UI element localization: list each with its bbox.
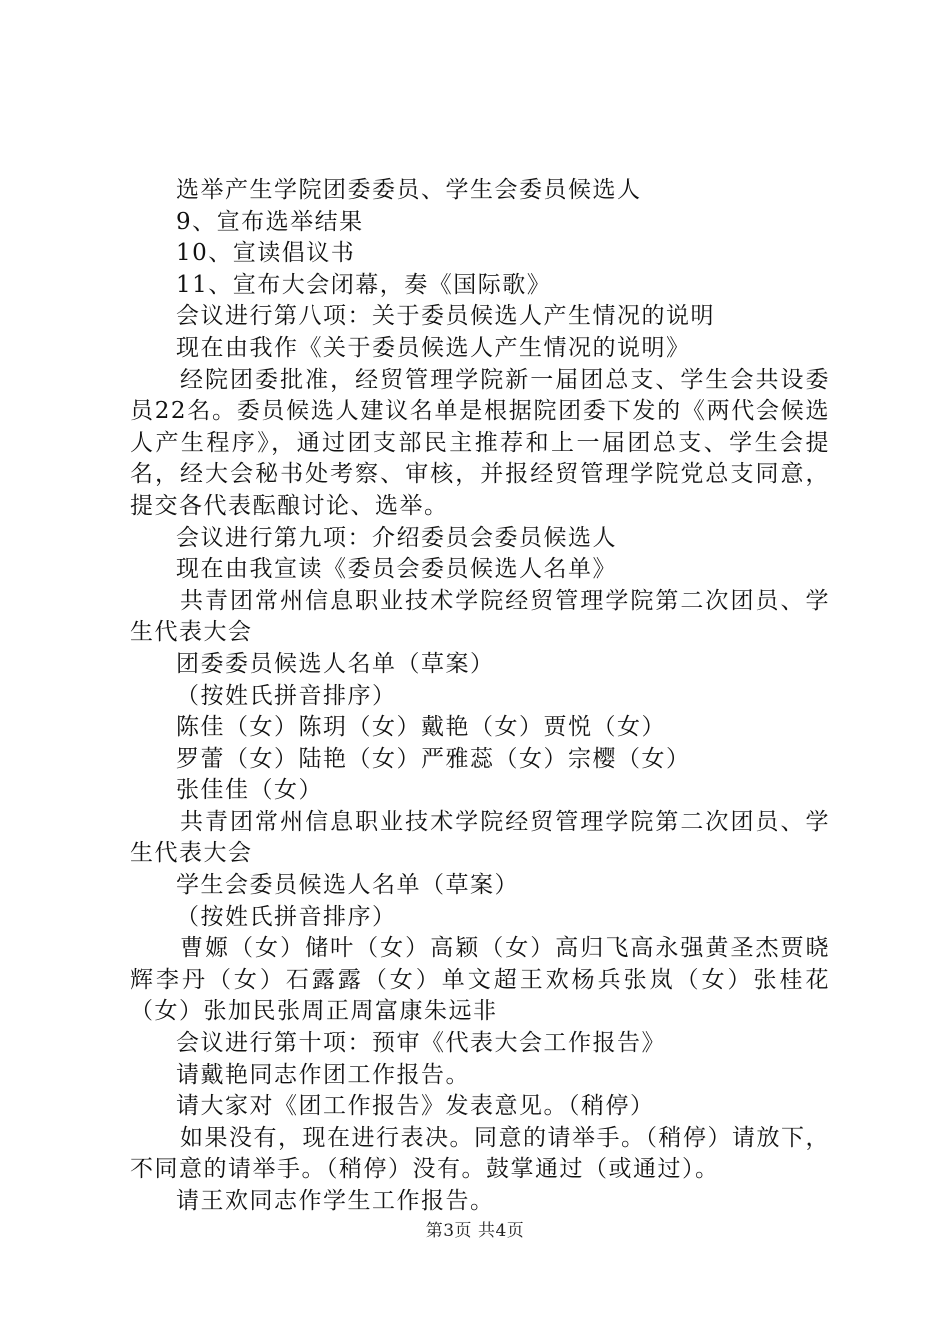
paragraph: 9、宣布选举结果 — [176, 208, 364, 235]
paragraph: 共青团常州信息职业技术学院经贸管理学院第二次团员、学生代表大会 — [130, 587, 830, 646]
paragraph: 张佳佳（女） — [176, 777, 323, 804]
paragraph: 共青团常州信息职业技术学院经贸管理学院第二次团员、学生代表大会 — [130, 808, 830, 867]
paragraph: 团委委员候选人名单（草案） — [176, 650, 495, 677]
paragraph: 经院团委批准，经贸管理学院新一届团总支、学生会共设委员22名。委员候选人建议名单是根据院团委下发的《两代会候选人产生程序》，通过团支部民主推荐和上一届团总支、学生会提名，经大会秘书处考察、审核，并报经贸管理学院党总支同意，提交各代表酝酿讨论、选举。 — [130, 366, 830, 519]
paragraph: 11、宣布大会闭幕，奏《国际歌》 — [176, 271, 552, 298]
paragraph: 会议进行第十项：预审《代表大会工作报告》 — [176, 1030, 666, 1057]
paragraph: （按姓氏拼音排序） — [176, 903, 397, 930]
paragraph: 请大家对《团工作报告》发表意见。（稍停） — [176, 1093, 655, 1120]
paragraph: 如果没有，现在进行表决。同意的请举手。（稍停）请放下，不同意的请举手。（稍停）没有。鼓掌通过（或通过）。 — [130, 1124, 830, 1183]
document-body — [130, 175, 830, 1218]
paragraph: 曹嫄（女）储叶（女）高颖（女）高归飞高永强黄圣杰贾晓辉李丹（女）石露露（女）单文超王欢杨兵张岚（女）张桂花（女）张加民张周正周富康朱远非 — [130, 935, 830, 1025]
paragraph: 陈佳（女）陈玥（女）戴艳（女）贾悦（女） — [176, 714, 666, 741]
paragraph: 罗蕾（女）陆艳（女）严雅蕊（女）宗樱（女） — [176, 745, 691, 772]
paragraph: 请王欢同志作学生工作报告。 — [176, 1188, 495, 1214]
paragraph: 请戴艳同志作团工作报告。 — [176, 1061, 470, 1088]
page-footer: 第3页 共4页 — [425, 1221, 525, 1241]
paragraph: 学生会委员候选人名单（草案） — [176, 872, 519, 899]
paragraph: 10、宣读倡议书 — [176, 240, 356, 267]
paragraph: 现在由我作《关于委员候选人产生情况的说明》 — [176, 334, 691, 361]
paragraph: （按姓氏拼音排序） — [176, 682, 397, 709]
paragraph: 会议进行第九项：介绍委员会委员候选人 — [176, 524, 617, 551]
paragraph: 会议进行第八项：关于委员候选人产生情况的说明 — [176, 303, 715, 330]
paragraph: 选举产生学院团委委员、学生会委员候选人 — [176, 177, 642, 203]
paragraph: 现在由我宣读《委员会委员候选人名单》 — [176, 556, 617, 583]
